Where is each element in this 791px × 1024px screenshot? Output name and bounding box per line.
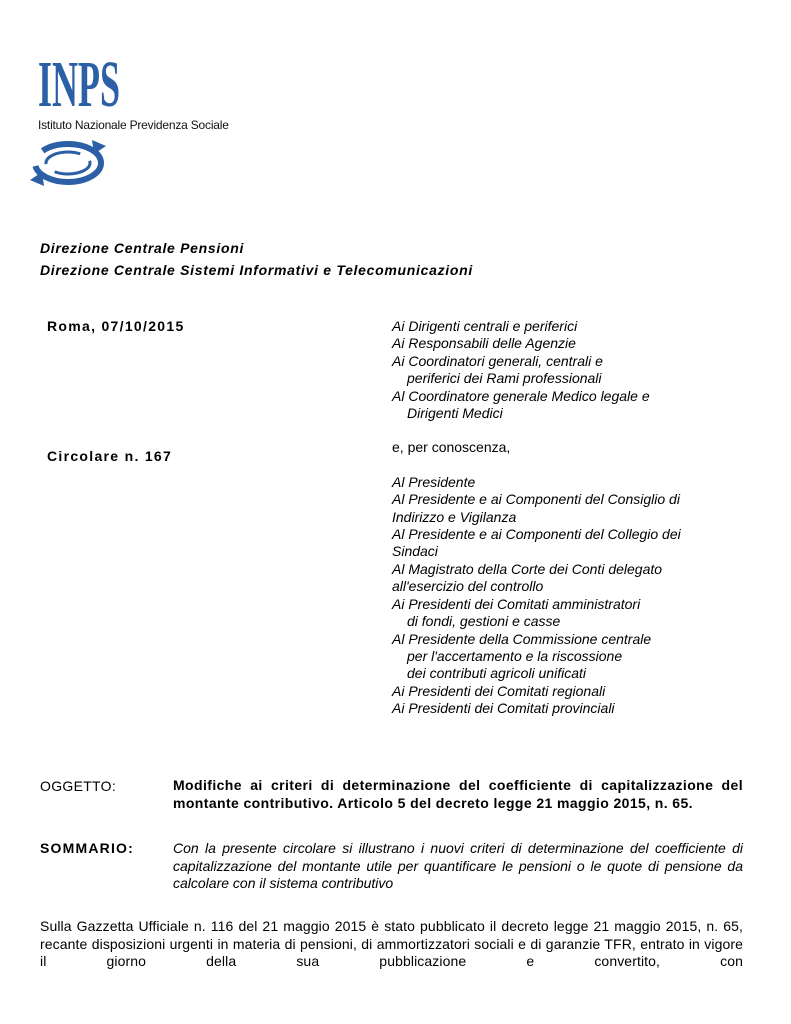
- recipient-line: Indirizzo e Vigilanza: [392, 508, 517, 525]
- recipient-line: all'esercizio del controllo: [392, 578, 544, 595]
- recipient-line: per l'accertamento e la riscossione: [407, 647, 623, 664]
- directorate-information-systems: Direzione Centrale Sistemi Informativi e Telecomunicazioni: [40, 262, 473, 278]
- recipient-line: Al Presidente e ai Componenti del Consiglio di: [392, 491, 680, 508]
- logo-wordmark-text: INPS: [38, 48, 120, 121]
- body-paragraph: Sulla Gazzetta Ufficiale n. 116 del 21 maggio 2015 è stato pubblicato il decreto legge 21 maggio 2015, n. 65, recante disposizioni urgenti in materia di pensioni, di ammortizzatori sociali e di garanzie TFR, entrato in vigore il giorno della sua pubblicazione e convertito, con: [40, 918, 743, 969]
- subject-label: OGGETTO:: [40, 778, 117, 794]
- recipient-line: dei contributi agricoli unificati: [407, 665, 586, 682]
- summary-label: SOMMARIO:: [40, 840, 135, 856]
- recipient-line: Sindaci: [392, 543, 438, 560]
- circular-number: Circolare n. 167: [47, 448, 173, 464]
- logo-tagline: Istituto Nazionale Previdenza Sociale: [38, 118, 229, 132]
- recipient-line: Al Presidente: [392, 473, 476, 490]
- recipient-line: Dirigenti Medici: [407, 405, 503, 422]
- recipients-block: [392, 318, 752, 718]
- recipient-line: Al Coordinatore generale Medico legale e: [392, 387, 650, 404]
- subject-text: Modifiche ai criteri di determinazione del coefficiente di capitalizzazione del montante contributivo. Articolo 5 del decreto legge 21 maggio 2015, n. 65.: [173, 777, 743, 811]
- inps-logo-wordmark: [38, 48, 122, 121]
- inps-circular-arrows-icon: [28, 136, 110, 188]
- for-information-label: e, per conoscenza,: [392, 439, 511, 456]
- recipient-line: Ai Presidenti dei Comitati amministratori: [392, 595, 641, 612]
- recipient-line: Ai Presidenti dei Comitati regionali: [392, 682, 606, 699]
- directorate-pensions: Direzione Centrale Pensioni: [40, 240, 245, 256]
- recipient-line: Ai Coordinatori generali, centrali e: [392, 352, 603, 369]
- recipient-line: Al Magistrato della Corte dei Conti delegato: [392, 560, 663, 577]
- recipient-line: Ai Dirigenti centrali e periferici: [392, 318, 578, 334]
- recipient-line: di fondi, gestioni e casse: [407, 613, 561, 630]
- recipient-line: Al Presidente e ai Componenti del Collegio dei: [392, 526, 681, 543]
- recipient-line: Ai Responsabili delle Agenzie: [392, 335, 576, 352]
- recipient-line: periferici dei Rami professionali: [407, 370, 602, 387]
- recipient-line: Ai Presidenti dei Comitati provinciali: [392, 700, 615, 717]
- recipient-line: Al Presidente della Commissione centrale: [392, 630, 652, 647]
- summary-text: Con la presente circolare si illustrano i nuovi criteri di determinazione del coefficiente di capitalizzazione del montante utile per quantificare le pensioni o le quote di pensione da calcolare con il sistema contributivo: [173, 840, 743, 891]
- place-date: Roma, 07/10/2015: [47, 318, 185, 334]
